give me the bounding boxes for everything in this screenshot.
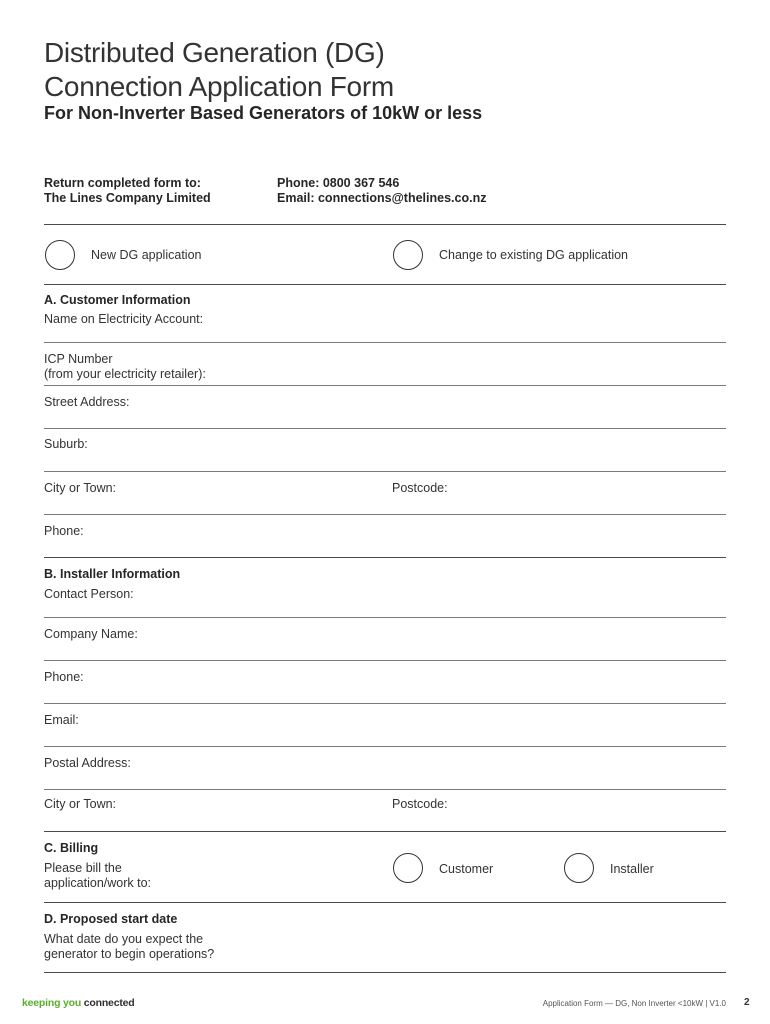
city-or-town-field[interactable] (128, 479, 383, 497)
company-name-label: Company Name: (44, 627, 138, 641)
bill-installer-label: Installer (610, 862, 654, 876)
installer-postcode-label: Postcode: (392, 797, 448, 811)
field-underline (44, 789, 726, 790)
return-to-label: Return completed form to: (44, 176, 201, 190)
installer-postcode-field[interactable] (456, 795, 720, 813)
divider (44, 902, 726, 903)
installer-phone-label: Phone: (44, 670, 84, 684)
contact-person-field[interactable] (145, 585, 720, 603)
contact-person-label: Contact Person: (44, 587, 134, 601)
section-a-heading: A. Customer Information (44, 293, 191, 307)
field-underline (44, 471, 726, 472)
change-existing-dg-radio[interactable] (393, 240, 423, 270)
billing-prompt-line-1: Please bill the (44, 861, 122, 875)
installer-email-field[interactable] (86, 711, 720, 729)
contact-email: Email: connections@thelines.co.nz (277, 191, 487, 205)
footer-brand-logo (22, 997, 135, 1009)
field-underline (44, 746, 726, 747)
postal-address-label: Postal Address: (44, 756, 131, 770)
field-underline (44, 385, 726, 386)
start-date-field[interactable] (240, 944, 720, 962)
name-on-account-field[interactable] (220, 310, 720, 328)
company-name-text: The Lines Company Limited (44, 191, 211, 205)
divider (44, 831, 726, 832)
form-title-line-2: Connection Application Form (44, 71, 394, 102)
installer-city-label: City or Town: (44, 797, 117, 811)
field-underline (44, 617, 726, 618)
suburb-field[interactable] (100, 435, 720, 453)
start-date-prompt-line-2: generator to begin operations? (44, 947, 215, 961)
section-d-heading: D. Proposed start date (44, 912, 178, 926)
field-underline (44, 660, 726, 661)
footer-reference: Application Form — DG, Non Inverter <10kW | V1.0 (542, 999, 726, 1008)
brand-text-connected: connected (81, 997, 135, 1009)
page-number: 2 (744, 997, 750, 1008)
bill-installer-radio[interactable] (564, 853, 594, 883)
divider (44, 284, 726, 285)
postal-address-field[interactable] (142, 754, 720, 772)
icp-number-field[interactable] (230, 364, 720, 382)
divider (44, 557, 726, 558)
field-underline (44, 428, 726, 429)
new-dg-application-radio[interactable] (45, 240, 75, 270)
installer-email-label: Email: (44, 713, 79, 727)
city-or-town-label: City or Town: (44, 481, 117, 495)
billing-prompt-line-2: application/work to: (44, 876, 152, 890)
divider (44, 972, 726, 973)
form-subtitle: For Non-Inverter Based Generators of 10kW or less (44, 103, 483, 123)
form-title-line-1: Distributed Generation (DG) (44, 37, 385, 68)
start-date-prompt-line-1: What date do you expect the (44, 932, 204, 946)
customer-phone-field[interactable] (92, 522, 720, 540)
icp-number-note: (from your electricity retailer): (44, 367, 206, 381)
change-existing-dg-label: Change to existing DG application (439, 248, 629, 262)
contact-phone: Phone: 0800 367 546 (277, 176, 400, 190)
divider (44, 224, 726, 225)
installer-city-field[interactable] (128, 795, 383, 813)
installer-phone-field[interactable] (92, 668, 720, 686)
suburb-label: Suburb: (44, 437, 88, 451)
customer-phone-label: Phone: (44, 524, 84, 538)
street-address-field[interactable] (140, 393, 720, 411)
street-address-label: Street Address: (44, 395, 130, 409)
field-underline (44, 703, 726, 704)
section-b-heading: B. Installer Information (44, 567, 181, 581)
postcode-label: Postcode: (392, 481, 448, 495)
brand-text-keeping-you: keeping you (22, 997, 82, 1009)
company-name-field[interactable] (150, 625, 720, 643)
field-underline (44, 342, 726, 343)
name-on-account-label: Name on Electricity Account: (44, 312, 204, 326)
postcode-field[interactable] (456, 479, 720, 497)
new-dg-application-label: New DG application (91, 248, 202, 262)
bill-customer-radio[interactable] (393, 853, 423, 883)
field-underline (44, 514, 726, 515)
bill-customer-label: Customer (439, 862, 494, 876)
icp-number-label: ICP Number (44, 352, 113, 366)
section-c-heading: C. Billing (44, 841, 99, 855)
